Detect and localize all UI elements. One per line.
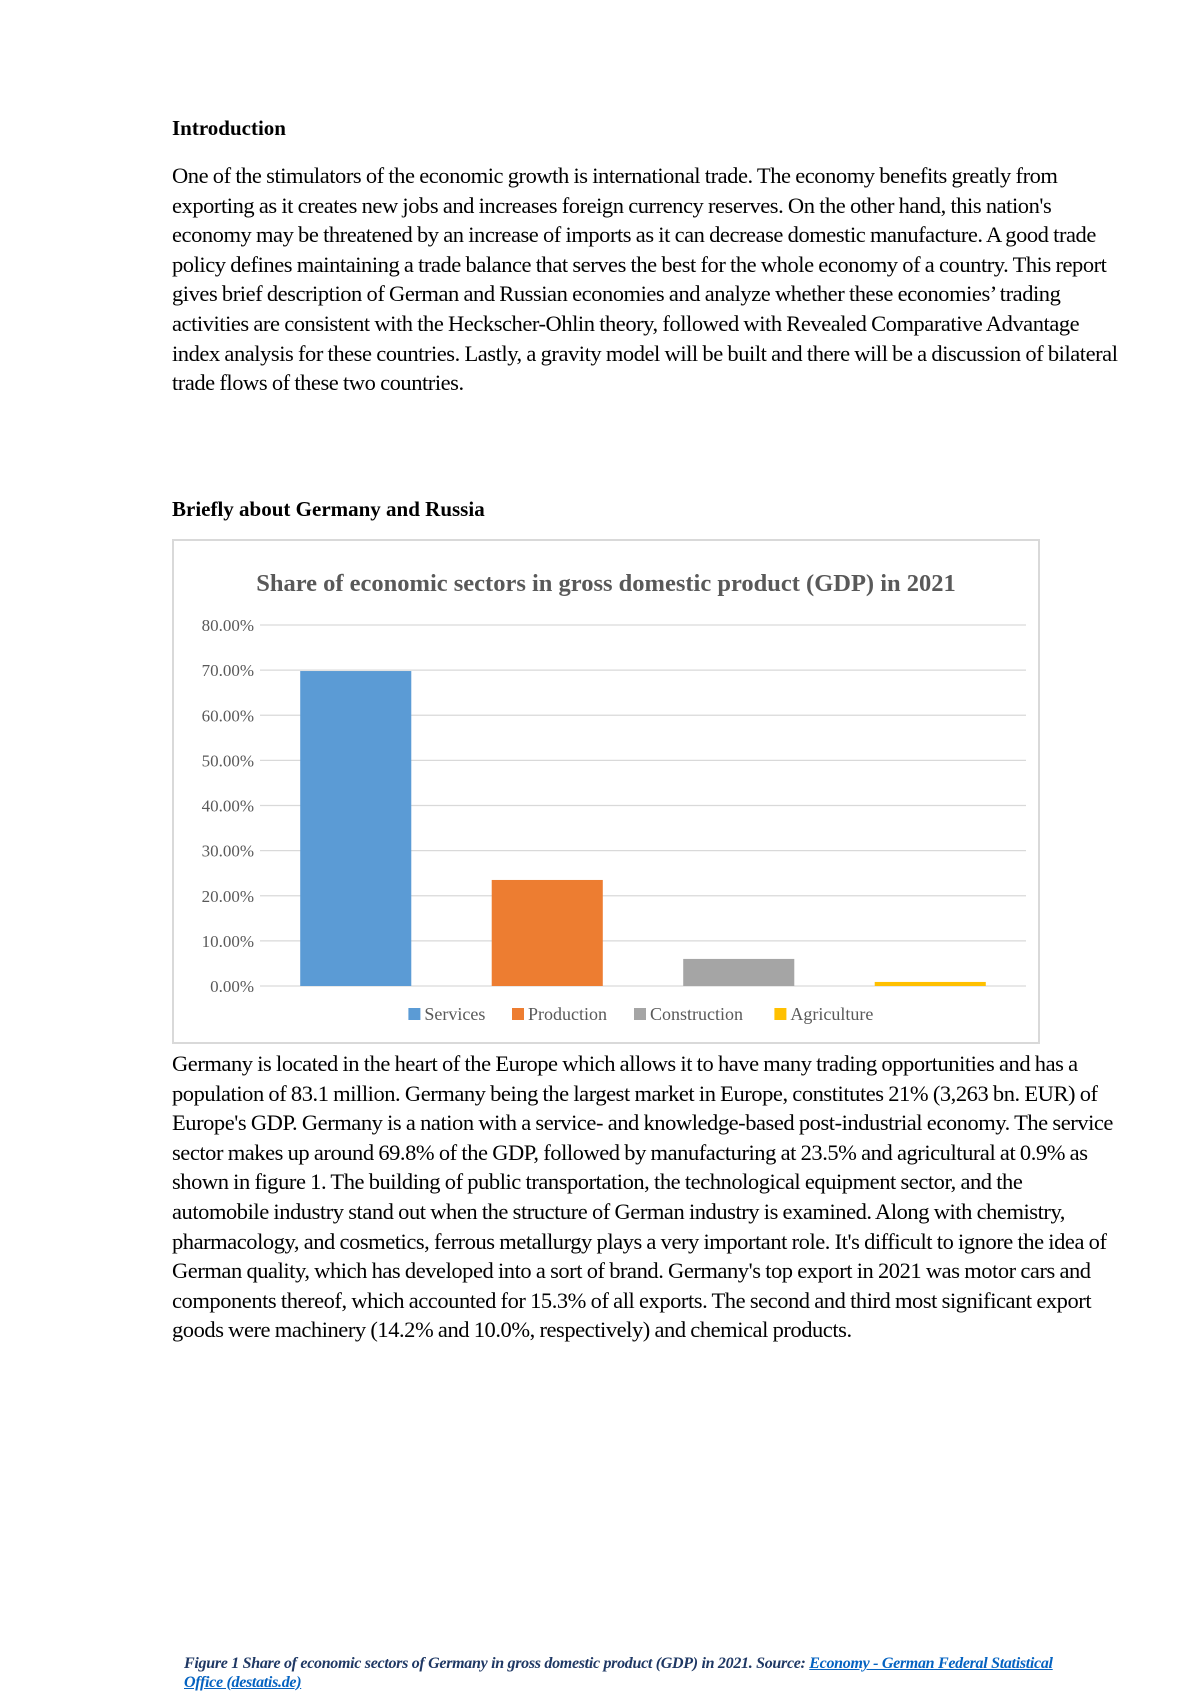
legend-item-construction: [634, 1004, 743, 1024]
chart-y-axis-ticks: [202, 616, 254, 996]
source-link[interactable]: Economy - German Federal Statistical Office (destatis.de): [184, 1655, 1053, 1691]
germany-description-paragraph: Germany is located in the heart of the Europe which allows it to have many trading opportunities and has a population of 83.1 million. Germany being the largest market in Europe, constitutes 21% (3,263 bn. EUR) of Europe's GDP. Germany is a nation with a service- and knowledge-based post-industrial economy. The service sector makes up around 69.8% of the GDP, followed by manufacturing at 23.5% and agricultural at 0.9% as shown in figure 1. The building of public transportation, the technological equipment sector, and the automobile industry stand out when the structure of German industry is examined. Along with chemistry, pharmacology, and cosmetics, ferrous metallurgy plays a very important role. It's difficult to ignore the idea of German quality, which has developed into a sort of brand. Germany's top export in 2021 was motor cars and components thereof, which accounted for 15.3% of all exports. The second and third most significant export goods were machinery (14.2% and 10.0%, respectively) and chemical products.: [172, 1051, 1113, 1343]
bar-construction: [683, 959, 794, 986]
legend-item-services: [408, 1004, 485, 1024]
legend-swatch: [512, 1008, 524, 1020]
bar-services: [300, 671, 411, 986]
figure-caption: [184, 1655, 1084, 1692]
chart-svg: [174, 541, 1038, 1042]
bar-production: [492, 880, 603, 986]
y-tick-label: 10.00%: [201, 931, 254, 951]
y-tick-label: 70.00%: [201, 661, 254, 681]
y-tick-label: 20.00%: [201, 886, 254, 906]
chart-title: Share of economic sectors in gross domestic product (GDP) in 2021: [256, 570, 956, 597]
y-tick-label: 50.00%: [201, 751, 254, 771]
introduction-paragraph: One of the stimulators of the economic growth is international trade. The economy benefits greatly from exporting as it creates new jobs and increases foreign currency reserves. On the other hand, this nation's economy may be threatened by an increase of imports as it can decrease domestic manufacture. A good trade policy defines maintaining a trade balance that serves the best for the whole economy of a country. This report gives brief description of German and Russian economies and analyze whether these economies’ trading activities are consistent with the Heckscher-Ohlin theory, followed with Revealed Comparative Advantage index analysis for these countries. Lastly, a gravity model will be built and there will be a discussion of bilateral trade flows of these two countries.: [172, 163, 1118, 396]
legend-label: Production: [528, 1004, 607, 1024]
y-tick-label: 80.00%: [201, 616, 254, 635]
chart-legend: [408, 1004, 873, 1024]
y-tick-label: 0.00%: [210, 977, 254, 996]
legend-item-agriculture: [774, 1004, 873, 1024]
caption-text: Figure 1 Share of economic sectors of Germany in gross domestic product (GDP) in 2021. Source:: [184, 1655, 810, 1672]
germany-russia-heading: Briefly about Germany and Russia: [172, 497, 485, 521]
y-tick-label: 60.00%: [201, 706, 254, 726]
introduction-heading: Introduction: [172, 116, 286, 140]
y-tick-label: 40.00%: [201, 796, 254, 816]
legend-swatch: [774, 1008, 786, 1020]
legend-swatch: [634, 1008, 646, 1020]
legend-label: Construction: [650, 1004, 743, 1024]
y-tick-label: 30.00%: [201, 841, 254, 861]
legend-label: Services: [424, 1004, 486, 1024]
chart-bars: [300, 671, 986, 986]
bar-agriculture: [875, 982, 986, 986]
legend-item-production: [512, 1004, 607, 1024]
legend-label: Agriculture: [790, 1004, 874, 1024]
gdp-sector-chart: [172, 539, 1040, 1044]
legend-swatch: [408, 1008, 420, 1020]
